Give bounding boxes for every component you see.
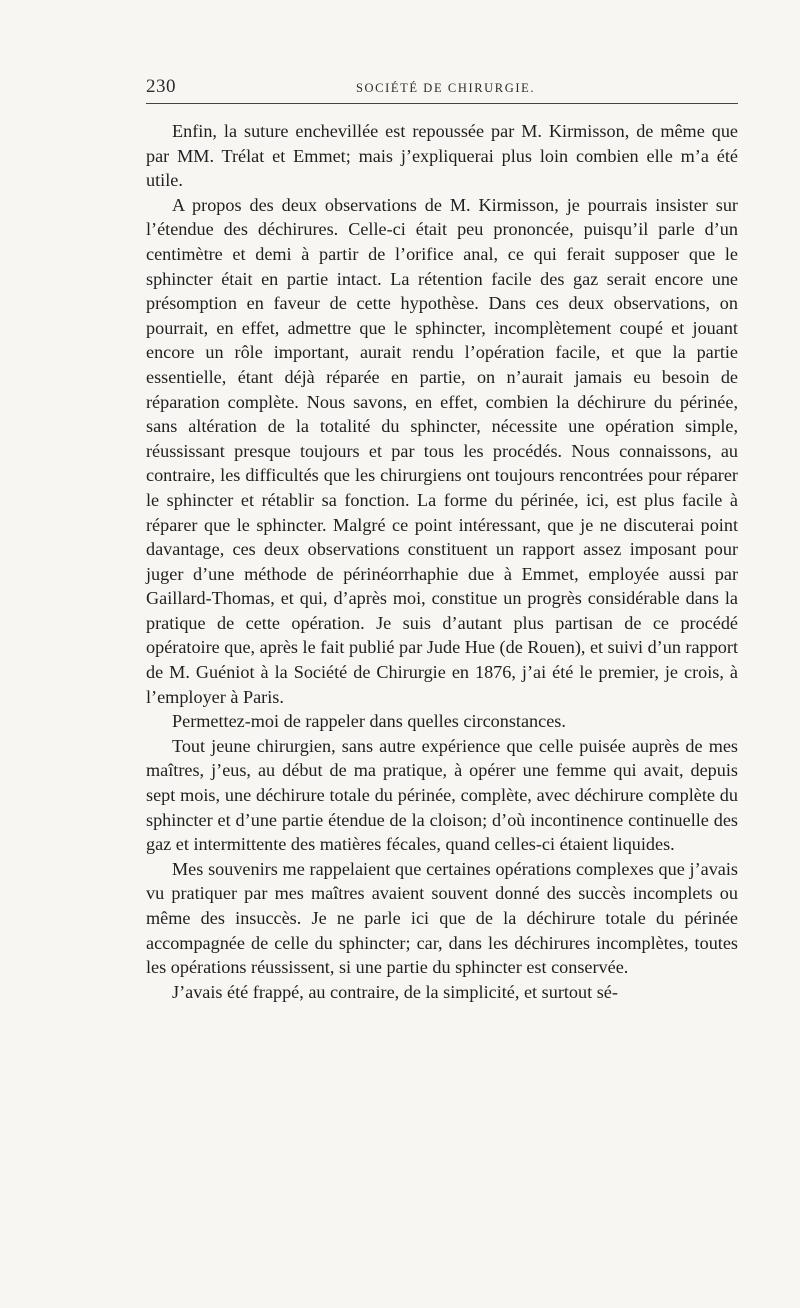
body-text — [146, 119, 738, 1004]
page-number: 230 — [146, 76, 176, 97]
running-title: SOCIÉTÉ DE CHIRURGIE. — [356, 81, 536, 95]
paragraph-circumstances: Permettez-moi de rappeler dans quelles circonstances. — [172, 711, 566, 732]
paragraph-young-surgeon: Tout jeune chirurgien, sans autre expérience que celle puisée auprès de mes maîtres, j’eus, au début de ma pratique, à opérer une femme qui avait, depuis sept mois, une déchirure totale du périnée, complète, avec déchirure complète du sphincter et d’une partie étendue de la cloison; d’où incontinence continuelle des gaz et intermittente des matières fécales, quand celles-ci étaient liquides. — [146, 735, 738, 855]
paragraph-simplicity: J’avais été frappé, au contraire, de la simplicité, et surtout sé- — [172, 981, 618, 1002]
header-divider — [146, 103, 738, 104]
paragraph-suture: Enfin, la suture enchevillée est repoussée par M. Kirmisson, de même que par MM. Trélat et Emmet; mais j’expliquerai plus loin combien elle m’a été utile. — [146, 121, 738, 191]
paragraph-kirmisson-observations: A propos des deux observations de M. Kirmisson, je pourrais insister sur l’étendue des déchirures. Celle-ci était peu prononcée, puisqu’il parle d’un centimètre et demi à partir de l’orifice anal, ce qui ferait supposer que le sphincter était en partie intact. La rétention facile des gaz serait encore une présomption en faveur de cette hypothèse. Dans ces deux observations, on pourrait, en effet, admettre que le sphincter, incomplètement coupé et jouant encore un rôle important, aurait rendu l’opération facile, et que la partie essentielle, étant déjà réparée en partie, on n’aurait jamais eu besoin de réparation complète. Nous savons, en effet, combien la déchirure du périnée, sans altération de la totalité du sphincter, nécessite une opération simple, réussissant presque toujours et par tous les procédés. Nous connaissons, au contraire, les difficultés que les chirurgiens ont toujours rencontrées pour réparer le sphincter et rétablir sa fonction. La forme du périnée, ici, est plus facile à réparer que le sphincter. Malgré ce point intéressant, que je ne discuterai point davantage, ces deux observations constituent un rapport assez imposant pour juger d’une méthode de périnéorrhaphie due à Emmet, employée aussi par Gaillard-Thomas, et qui, d’après moi, constitue un progrès considérable dans la pratique de cette opération. Je suis d’autant plus partisan de ce procédé opératoire que, après le fait publié par Jude Hue (de Rouen), et suivi d’un rapport de M. Guéniot à la Société de Chirurgie en 1876, j’ai été le premier, je crois, à l’employer à Paris. — [146, 194, 738, 707]
paragraph-memories: Mes souvenirs me rappelaient que certaines opérations complexes que j’avais vu pratiquer par mes maîtres avaient souvent donné des succès incomplets ou même des insuccès. Je ne parle ici que de la déchirure totale du périnée accompagnée de celle du sphincter; car, dans les déchirures incomplètes, toutes les opérations réussissent, si une partie du sphincter est conservée. — [146, 858, 738, 978]
running-header — [146, 76, 738, 98]
